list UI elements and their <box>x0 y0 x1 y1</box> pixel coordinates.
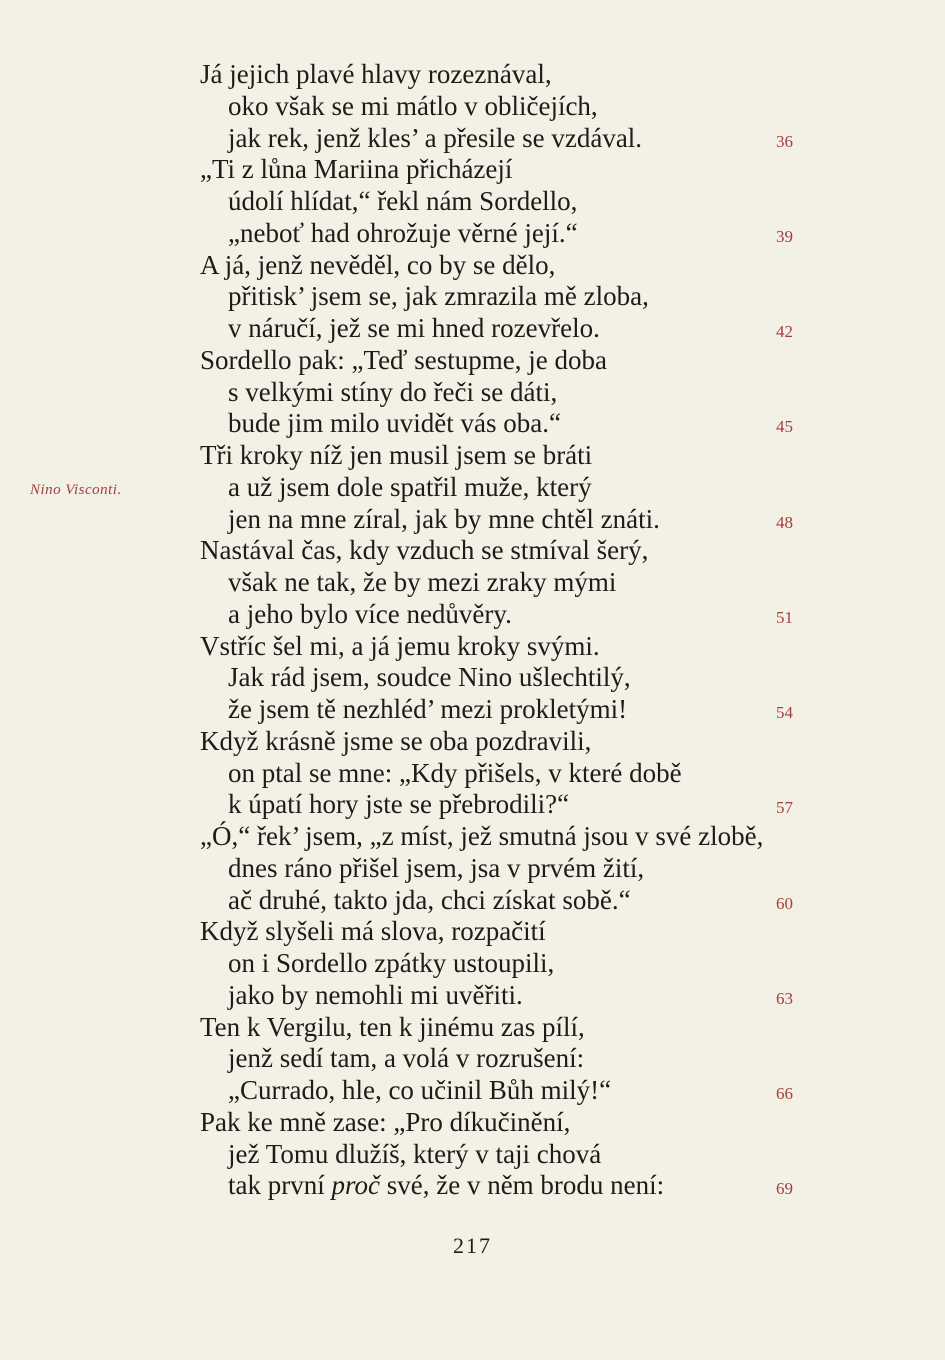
verse-line: A já, jenž nevěděl, co by se dělo, <box>200 249 556 280</box>
verse-line: „Currado, hle, co učinil Bůh milý!“ <box>228 1075 612 1105</box>
verse-line: ač druhé, takto jda, chci získat sobě.“ <box>228 884 631 915</box>
verse-number: 69 <box>776 1179 793 1199</box>
verse-line: Ten k Vergilu, ten k jinému zas pílí, <box>200 1011 585 1042</box>
verse-line: v náručí, jež se mi hned rozevřelo. <box>228 313 600 343</box>
verse-line: Tři kroky níž jen musil jsem se bráti <box>200 440 593 470</box>
verse-number: 45 <box>776 417 793 437</box>
page-number: 217 <box>453 1233 492 1258</box>
verse-line: s velkými stíny do řeči se dáti, <box>228 376 558 407</box>
verse-line: „neboť had ohrožuje věrné její.“ <box>228 217 578 248</box>
verse-line: a jeho bylo více nedůvěry. <box>228 598 512 629</box>
verse-line: přitisk’ jsem se, jak zmrazila mě zloba, <box>228 281 649 312</box>
verse-number: 36 <box>776 131 793 151</box>
verse-line: dnes ráno přišel jsem, jsa v prvém žití, <box>228 852 645 883</box>
verse-number: 66 <box>776 1084 793 1103</box>
verse-line: bude jim milo uvidět vás oba.“ <box>228 408 561 439</box>
verse-number: 42 <box>776 322 793 341</box>
verse-line-part: tak první <box>228 1170 332 1201</box>
verse-line: jenž sedí tam, a volá v rozrušení: <box>228 1043 585 1074</box>
margin-note: Nino Visconti. <box>30 482 122 498</box>
verse-line: a už jsem dole spatřil muže, který <box>228 471 592 502</box>
verse-line-italic-word: proč <box>331 1170 380 1201</box>
verse-line: Jak rád jsem, soudce Nino ušlechtilý, <box>228 662 631 693</box>
verse-line: on ptal se mne: „Kdy přišels, v které době <box>228 757 682 788</box>
verse-line: jen na mne zíral, jak by mne chtěl znáti. <box>228 503 660 534</box>
verse-line-part: své, že v něm brodu není: <box>379 1170 665 1201</box>
verse-line: oko však se mi mátlo v obličejích, <box>228 90 598 121</box>
verse-line: jež Tomu dlužíš, který v taji chová <box>228 1138 602 1169</box>
verse-line: Pak ke mně zase: „Pro díkučinění, <box>200 1106 571 1137</box>
verse-line: Když slyšeli má slova, rozpačití <box>200 916 546 947</box>
verse-line: „Ti z lůna Mariina přicházejí <box>200 154 513 185</box>
verse-line: „Ó,“ řek’ jsem, „z míst, jež smutná jsou v své zlobě, <box>200 821 764 851</box>
verse-line <box>228 1169 664 1201</box>
verse-number: 48 <box>776 512 793 532</box>
verse-line: Když krásně jsme se oba pozdravili, <box>200 725 592 756</box>
verse-number: 39 <box>776 226 793 246</box>
verse-line: jak rek, jenž kles’ a přesile se vzdával. <box>228 122 643 153</box>
verse-number: 57 <box>776 798 793 818</box>
verse-number: 54 <box>776 703 793 722</box>
verse-number: 60 <box>776 893 793 913</box>
verse-line: k úpatí hory jste se přebrodili?“ <box>228 789 570 820</box>
verse-line: že jsem tě nezhléd’ mezi prokletými! <box>228 694 628 724</box>
verse-line: však ne tak, že by mezi zraky mými <box>228 567 617 597</box>
verse-line: on i Sordello zpátky ustoupili, <box>228 948 555 978</box>
verse-line: Sordello pak: „Teď sestupme, je doba <box>200 344 607 375</box>
verse-line: jako by nemohli mi uvěřiti. <box>228 979 523 1010</box>
verse-line: Nastával čas, kdy vzduch se stmíval šerý, <box>200 535 649 566</box>
verse-line: Vstříc šel mi, a já jemu kroky svými. <box>200 630 600 661</box>
verse-line: Já jejich plavé hlavy rozeznával, <box>200 59 552 89</box>
verse-number: 63 <box>776 988 793 1008</box>
verse-number: 51 <box>776 607 793 627</box>
verse-line: údolí hlídat,“ řekl nám Sordello, <box>228 186 578 216</box>
